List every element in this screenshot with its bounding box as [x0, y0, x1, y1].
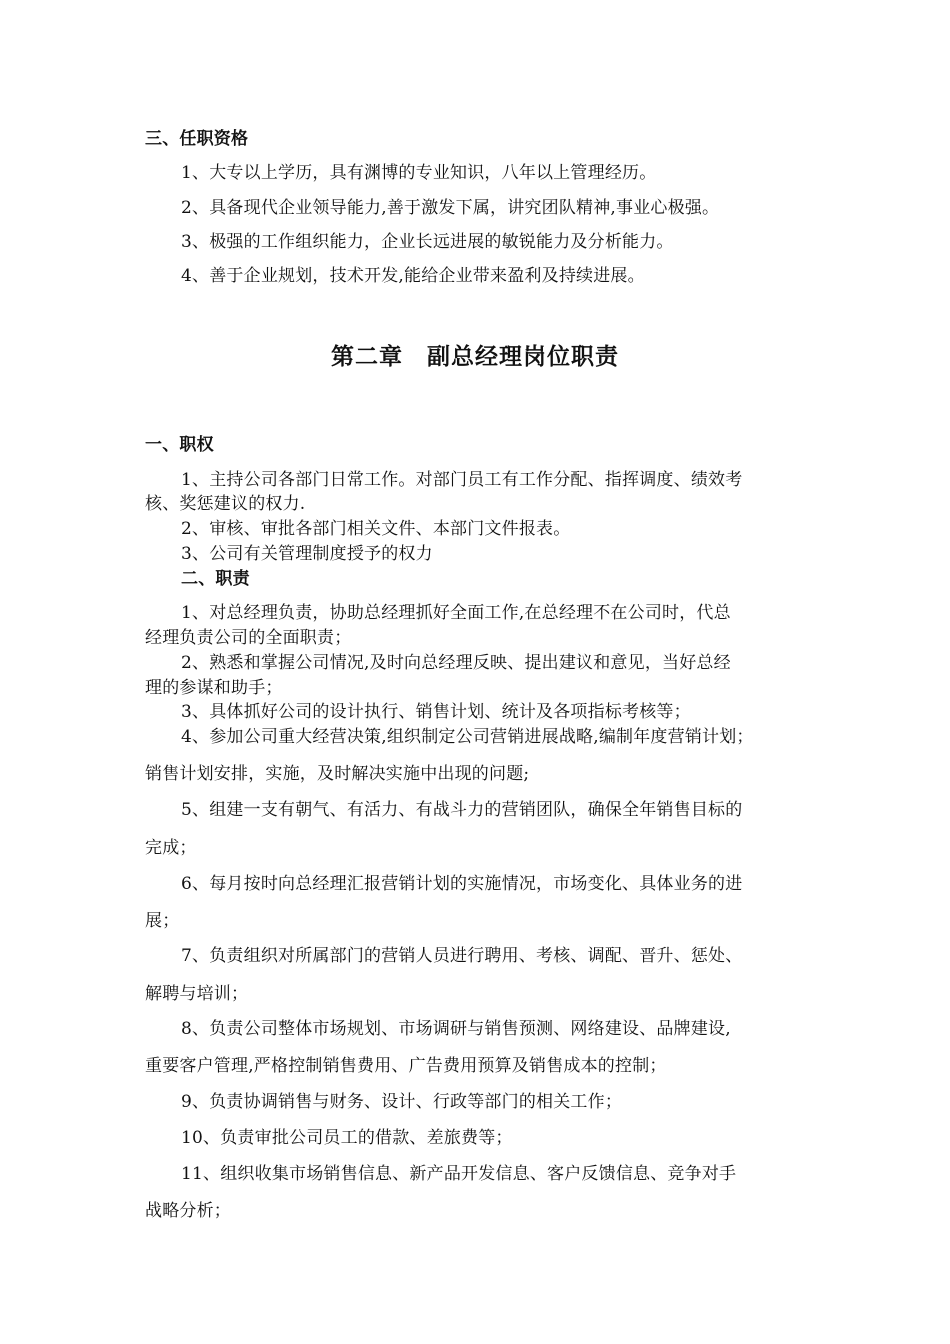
qualification-item: 1、大专以上学历，具有渊博的专业知识，八年以上管理经历。 — [181, 163, 657, 183]
duties-line: 解聘与培训； — [145, 984, 249, 1004]
powers-line: 1、主持公司各部门日常工作。对部门员工有工作分配、指挥调度、绩效考 — [181, 470, 743, 490]
duties-line: 7、负责组织对所属部门的营销人员进行聘用、考核、调配、晋升、惩处、 — [181, 946, 743, 966]
powers-line: 2、审核、审批各部门相关文件、本部门文件报表。 — [181, 519, 571, 539]
duties-line: 6、每月按时向总经理汇报营销计划的实施情况，市场变化、具体业务的进 — [181, 874, 743, 894]
section-heading-powers: 一、职权 — [145, 435, 214, 455]
duties-line: 8、负责公司整体市场规划、市场调研与销售预测、网络建设、品牌建设, — [181, 1019, 731, 1039]
chapter-title: 第二章 副总经理岗位职责 — [331, 344, 619, 370]
duties-line: 11、组织收集市场销售信息、新产品开发信息、客户反馈信息、竞争对手 — [181, 1164, 737, 1184]
duties-line: 9、负责协调销售与财务、设计、行政等部门的相关工作； — [181, 1092, 623, 1112]
section-heading-qualifications: 三、任职资格 — [145, 129, 249, 149]
duties-line: 展； — [145, 911, 180, 931]
duties-line: 5、组建一支有朝气、有活力、有战斗力的营销团队，确保全年销售目标的 — [181, 800, 743, 820]
duties-line: 销售计划安排，实施，及时解决实施中出现的问题; — [145, 764, 530, 784]
duties-line: 1、对总经理负责，协助总经理抓好全面工作,在总经理不在公司时，代总 — [181, 603, 731, 623]
duties-line: 2、熟悉和掌握公司情况,及时向总经理反映、提出建议和意见，当好总经 — [181, 653, 731, 673]
powers-line: 核、奖惩建议的权力. — [145, 494, 306, 514]
duties-line: 重要客户管理,严格控制销售费用、广告费用预算及销售成本的控制； — [145, 1056, 667, 1076]
qualification-item: 2、具备现代企业领导能力,善于激发下属，讲究团队精神,事业心极强。 — [181, 198, 720, 218]
powers-line: 3、公司有关管理制度授予的权力 — [181, 544, 433, 564]
section-heading-duties: 二、职责 — [181, 569, 250, 589]
duties-line: 3、具体抓好公司的设计执行、销售计划、统计及各项指标考核等； — [181, 702, 691, 722]
duties-line: 10、负责审批公司员工的借款、差旅费等； — [181, 1128, 513, 1148]
duties-line: 4、参加公司重大经营决策,组织制定公司营销进展战略,编制年度营销计划； — [181, 727, 754, 747]
duties-line: 理的参谋和助手； — [145, 678, 283, 698]
qualification-item: 4、善于企业规划，技术开发,能给企业带来盈利及持续进展。 — [181, 266, 645, 286]
duties-line: 战略分析； — [145, 1201, 231, 1221]
duties-line: 经理负责公司的全面职责； — [145, 628, 352, 648]
qualification-item: 3、极强的工作组织能力，企业长远进展的敏锐能力及分析能力。 — [181, 232, 674, 252]
duties-line: 完成； — [145, 838, 197, 858]
